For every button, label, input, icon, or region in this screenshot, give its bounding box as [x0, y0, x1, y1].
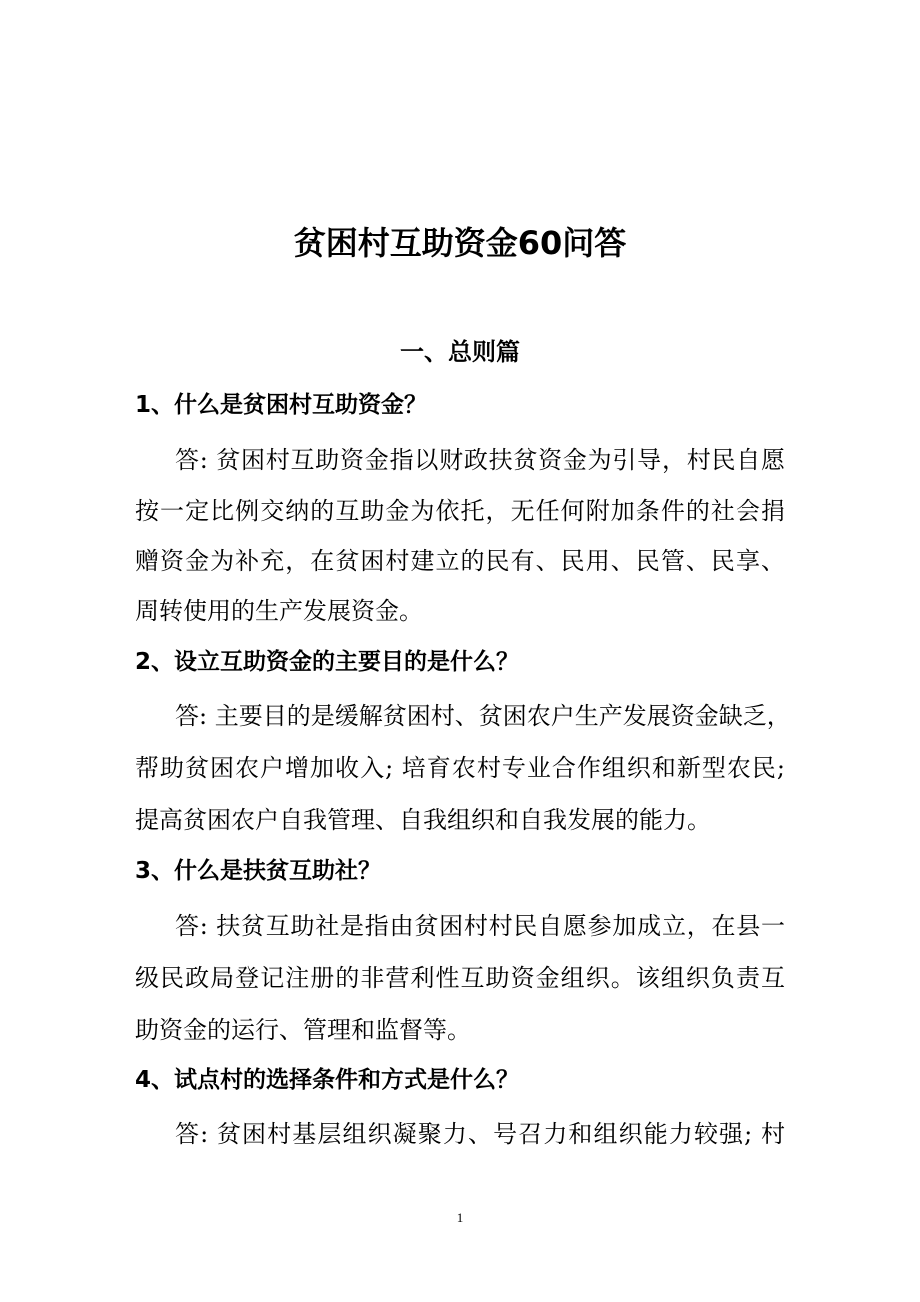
page-number: 1 — [456, 1210, 464, 1225]
answer-line: 帮助贫困农户增加收入; 培育农村专业合作组织和新型农民; — [135, 754, 785, 782]
question-1: 1、什么是贫困村互助资金？ — [135, 392, 428, 418]
answer-line: 按一定比例交纳的互助金为依托，无任何附加条件的社会捐 — [135, 497, 785, 525]
question-4: 4、试点村的选择条件和方式是什么？ — [135, 1067, 520, 1093]
answer-line: 答: 贫困村基层组织凝聚力、号召力和组织能力较强; 村 — [175, 1120, 785, 1148]
answer-line: 助资金的运行、管理和监督等。 — [135, 1016, 471, 1044]
question-2: 2、设立互助资金的主要目的是什么？ — [135, 649, 520, 675]
answer-line: 级民政局登记注册的非营利性互助资金组织。该组织负责互 — [135, 964, 785, 992]
answer-line: 答: 主要目的是缓解贫困村、贫困农户生产发展资金缺乏， — [175, 702, 791, 730]
answer-line: 赠资金为补充，在贫困村建立的民有、民用、民管、民享、 — [135, 547, 785, 575]
section-heading: 一、总则篇 — [400, 338, 520, 366]
question-3: 3、什么是扶贫互助社？ — [135, 858, 382, 884]
document-title: 贫困村互助资金60问答 — [293, 224, 627, 262]
answer-line: 提高贫困农户自我管理、自我组织和自我发展的能力。 — [135, 806, 711, 834]
answer-line: 周转使用的生产发展资金。 — [135, 597, 423, 625]
answer-line: 答: 贫困村互助资金指以财政扶贫资金为引导，村民自愿 — [175, 446, 785, 474]
answer-line: 答: 扶贫互助社是指由贫困村村民自愿参加成立，在县一 — [175, 912, 785, 940]
